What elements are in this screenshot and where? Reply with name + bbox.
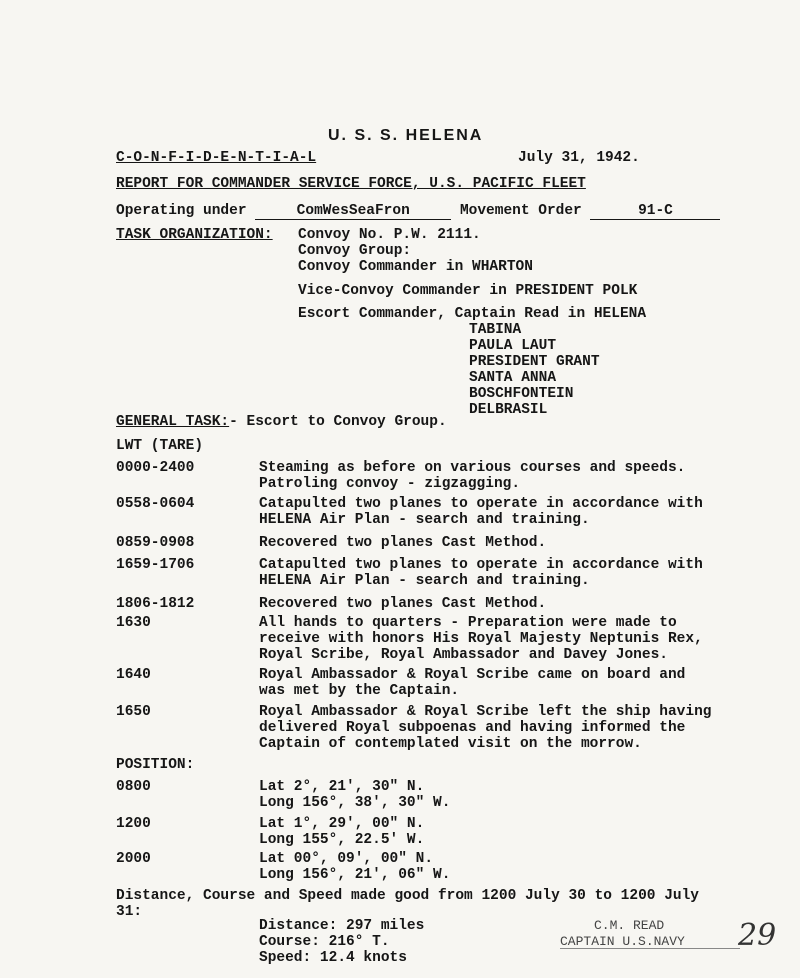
log-entry-line: Catapulted two planes to operate in accordance with [259, 496, 703, 512]
log-entry-line: HELENA Air Plan - search and training. [259, 573, 590, 589]
distance-made-good: Distance: 297 miles [259, 918, 425, 934]
signature-rule [560, 948, 740, 949]
made-good-line: Distance, Course and Speed made good from 1200 July 30 to 1200 July [116, 888, 699, 904]
log-entry-line: Steaming as before on various courses and speeds. [259, 460, 686, 476]
log-time: 0558-0604 [116, 496, 195, 512]
position-time: 0800 [116, 779, 151, 795]
log-entry-line: Recovered two planes Cast Method. [259, 596, 547, 612]
general-task [116, 414, 447, 430]
general-task-text: - Escort to Convoy Group. [229, 414, 447, 430]
log-time: 1650 [116, 704, 151, 720]
movement-order: 91-C [590, 203, 720, 220]
made-good-line: 31: [116, 904, 143, 920]
position-long: Long 156°, 38', 30" W. [259, 795, 451, 811]
report-date: July 31, 1942. [518, 150, 640, 166]
escort-ship: PAULA LAUT [469, 338, 557, 354]
log-entry-line: Royal Ambassador & Royal Scribe came on board and [259, 667, 686, 683]
log-time: 0000-2400 [116, 460, 195, 476]
operating-prefix: Operating under [116, 203, 247, 219]
position-long: Long 156°, 21', 06" W. [259, 867, 451, 883]
speed-made-good: Speed: 12.4 knots [259, 950, 407, 966]
escort-ship: DELBRASIL [469, 402, 548, 418]
position-label: POSITION: [116, 757, 195, 773]
course-made-good: Course: 216° T. [259, 934, 390, 950]
log-entry-line: Catapulted two planes to operate in accordance with [259, 557, 703, 573]
log-time: 1630 [116, 615, 151, 631]
log-entry-line: Recovered two planes Cast Method. [259, 535, 547, 551]
log-entry-line: delivered Royal subpoenas and having informed the [259, 720, 686, 736]
log-entry-line: receive with honors His Royal Majesty Neptunis Rex, [259, 631, 703, 647]
position-lat: Lat 1°, 29', 00" N. [259, 816, 425, 832]
position-time: 1200 [116, 816, 151, 832]
convoy-commander: Convoy Commander in WHARTON [298, 259, 533, 275]
escort-ship: BOSCHFONTEIN [469, 386, 574, 402]
log-time: 0859-0908 [116, 535, 195, 551]
ship-name: U. S. S. HELENA [328, 127, 484, 144]
log-time: 1659-1706 [116, 557, 195, 573]
log-entry-line: Royal Ambassador & Royal Scribe left the ship having [259, 704, 712, 720]
log-entry-line: HELENA Air Plan - search and training. [259, 512, 590, 528]
movement-label: Movement Order [459, 203, 582, 219]
position-lat: Lat 00°, 09', 00" N. [259, 851, 434, 867]
position-long: Long 155°, 22.5' W. [259, 832, 425, 848]
operating-authority: ComWesSeaFron [255, 203, 451, 220]
convoy-number: Convoy No. P.W. 2111. [298, 227, 481, 243]
vice-convoy-commander: Vice-Convoy Commander in PRESIDENT POLK [298, 283, 638, 299]
position-time: 2000 [116, 851, 151, 867]
signature-name: C.M. READ [594, 918, 665, 933]
log-entry-line: All hands to quarters - Preparation were made to [259, 615, 677, 631]
signature-rank: CAPTAIN U.S.NAVY [560, 934, 685, 949]
operating-line [116, 203, 720, 220]
page-number: 29 [738, 918, 777, 953]
log-time: 1640 [116, 667, 151, 683]
convoy-group: Convoy Group: [298, 243, 412, 259]
escort-ship: SANTA ANNA [469, 370, 557, 386]
classification-mark: C-O-N-F-I-D-E-N-T-I-A-L [116, 150, 317, 166]
log-entry-line: Patroling convoy - zigzagging. [259, 476, 521, 492]
escort-ship: TABINA [469, 322, 522, 338]
report-title: REPORT FOR COMMANDER SERVICE FORCE, U.S. PACIFIC FLEET [116, 176, 586, 192]
escort-commander: Escort Commander, Captain Read in HELENA [298, 306, 647, 322]
log-entry-line: was met by the Captain. [259, 683, 460, 699]
log-entry-line: Royal Scribe, Royal Ambassador and Davey Jones. [259, 647, 668, 663]
log-header: LWT (TARE) [116, 438, 204, 454]
escort-ship: PRESIDENT GRANT [469, 354, 600, 370]
position-lat: Lat 2°, 21', 30" N. [259, 779, 425, 795]
log-time: 1806-1812 [116, 596, 195, 612]
log-entry-line: Captain of contemplated visit on the morrow. [259, 736, 642, 752]
general-task-label: GENERAL TASK: [116, 414, 230, 430]
task-org-label: TASK ORGANIZATION: [116, 227, 273, 243]
